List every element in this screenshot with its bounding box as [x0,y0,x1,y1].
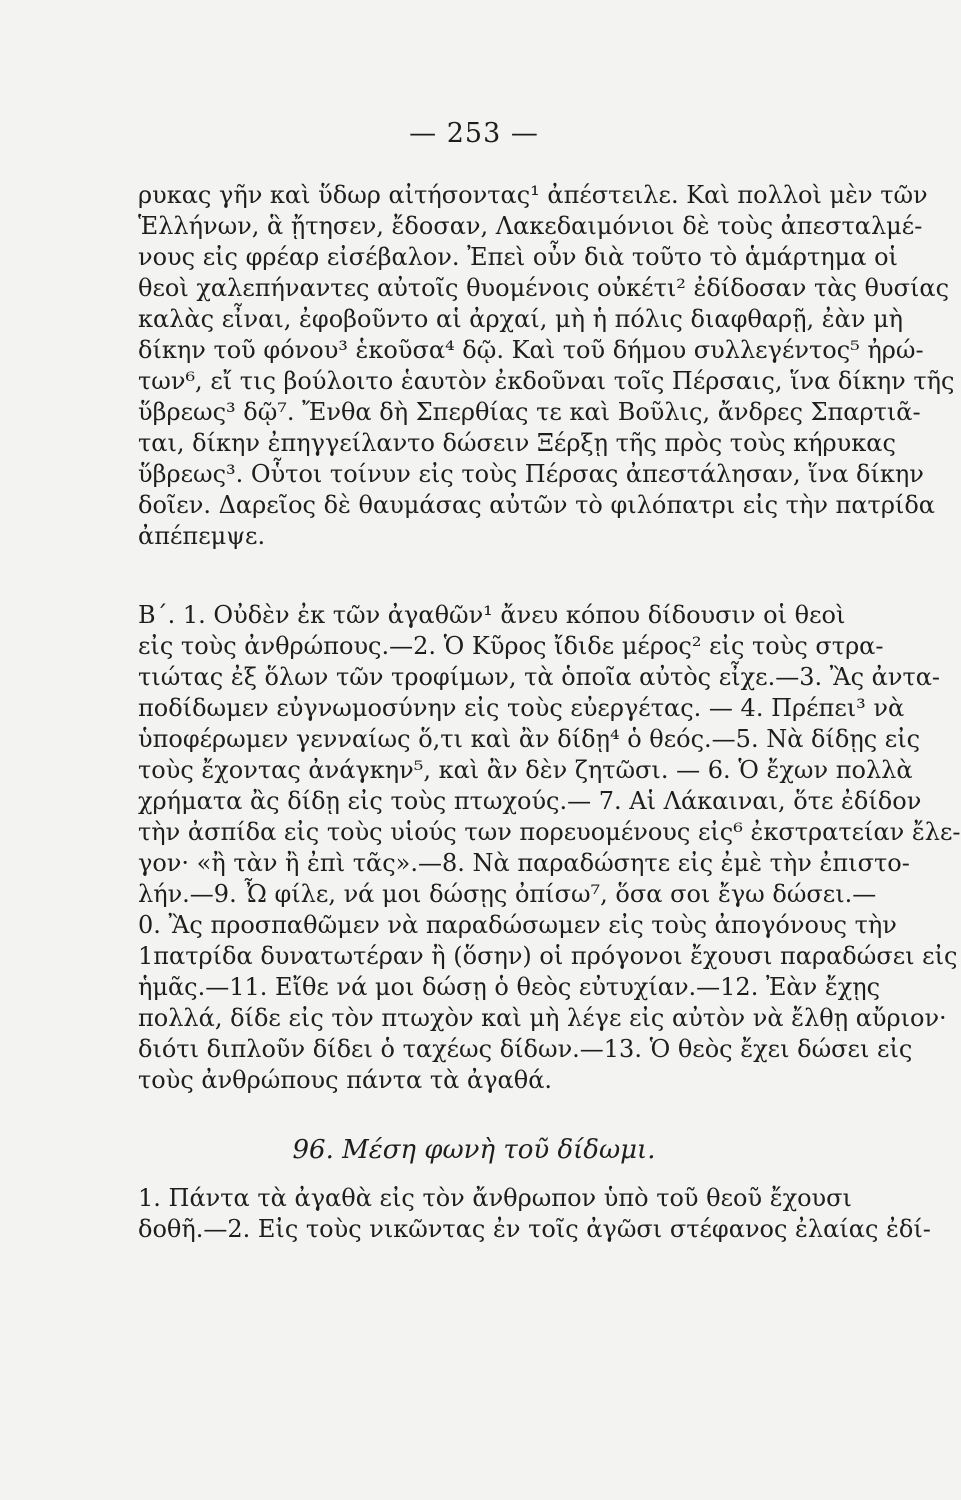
text-line: ὕβρεως³ δῷ⁷. Ἔνθα δὴ Σπερθίας τε καὶ Βοῦλις, ἄνδρες Σπαρτιᾶ- [138,398,921,426]
text-line: χρήματα ἂς δίδῃ εἰς τοὺς πτωχούς.— 7. Αἱ Λάκαιναι, ὅτε ἐδίδον [138,787,922,815]
text-line: νους εἰς φρέαρ εἰσέβαλον. Ἐπεὶ οὖν διὰ τοῦτο τὸ ἁμάρτημα οἱ [138,243,898,271]
text-line: δίκην τοῦ φόνου³ ἑκοῦσα⁴ δῷ. Καὶ τοῦ δήμου συλλεγέντος⁵ ἠρώ- [138,336,924,364]
text-line: των⁶, εἴ τις βούλοιτο ἑαυτὸν ἐκδοῦναι τοῖς Πέρσαις, ἵνα δίκην τῆς [138,367,955,395]
paragraph-narrative [138,180,955,552]
text-line: ποδίδωμεν εὐγνωμοσύνην εἰς τοὺς εὐεργέτας. — 4. Πρέπει³ νὰ [138,694,905,722]
paragraph-exercises [138,600,961,1096]
text-line: πολλά, δίδε εἰς τὸν πτωχὸν καὶ μὴ λέγε εἰς αὐτὸν νὰ ἔλθῃ αὔριον· [138,1004,947,1032]
text-line: διότι διπλοῦν δίδει ὁ ταχέως δίδων.—13. Ὁ θεὸς ἔχει δώσει εἰς [138,1035,913,1063]
paragraph-middle-voice [138,1183,931,1245]
section-heading: 96. Μέση φωνὴ τοῦ δίδωμι. [292,1135,656,1165]
text-line: ται, δίκην ἐπηγγείλαντο δώσειν Ξέρξῃ τῆς πρὸς τοὺς κήρυκας [138,429,896,457]
text-line: δοῖεν. Δαρεῖος δὲ θαυμάσας αὐτῶν τὸ φιλόπατρι εἰς τὴν πατρίδα [138,491,935,519]
text-line: 1. Πάντα τὰ ἀγαθὰ εἰς τὸν ἄνθρωπον ὑπὸ τοῦ θεοῦ ἔχουσι [138,1184,852,1212]
text-line: τοὺς ἀνθρώπους πάντα τὰ ἀγαθά. [138,1066,553,1094]
text-line: λήν.—9. Ὦ φίλε, νά μοι δώσῃς ὀπίσω⁷, ὅσα σοι ἔγω δώσει.— [138,880,877,908]
text-line: ὕβρεως³. Οὗτοι τοίνυν εἰς τοὺς Πέρσας ἀπεστάλησαν, ἵνα δίκην [138,460,924,488]
text-line: θεοὶ χαλεπήναντες αὐτοῖς θυομένοις οὐκέτι² ἐδίδοσαν τὰς θυσίας [138,274,950,302]
text-line: 1πατρίδα δυνατωτέραν ἢ (ὅσην) οἱ πρόγονοι ἔχουσι παραδώσει εἰς [138,942,958,970]
text-line: τιώτας ἐξ ὅλων τῶν τροφίμων, τὰ ὁποῖα αὐτὸς εἶχε.—3. Ἂς ἀντα- [138,663,941,691]
text-line: δοθῆ.—2. Εἰς τοὺς νικῶντας ἐν τοῖς ἀγῶσι στέφανος ἐλαίας ἐδί- [138,1215,931,1243]
text-line: 0. Ἂς προσπαθῶμεν νὰ παραδώσωμεν εἰς τοὺς ἀπογόνους τὴν [138,911,897,939]
text-line: τοὺς ἔχοντας ἀνάγκην⁵, καὶ ἂν δὲν ζητῶσι. — 6. Ὁ ἔχων πολλὰ [138,756,913,784]
text-line: Ἑλλήνων, ἃ ᾔτησεν, ἔδοσαν, Λακεδαιμόνιοι δὲ τοὺς ἀπεσταλμέ- [138,212,923,240]
text-line: καλὰς εἶναι, ἐφοβοῦντο αἱ ἀρχαί, μὴ ἡ πόλις διαφθαρῇ, ἐὰν μὴ [138,305,904,333]
text-line: ρυκας γῆν καὶ ὕδωρ αἰτήσοντας¹ ἀπέστειλε. Καὶ πολλοὶ μὲν τῶν [138,181,928,209]
text-line: γον· «ἢ τὰν ἢ ἐπὶ τᾶς».—8. Νὰ παραδώσητε εἰς ἐμὲ τὴν ἐπιστο- [138,849,910,877]
text-line: Β΄. 1. Οὐδὲν ἐκ τῶν ἀγαθῶν¹ ἄνευ κόπου δίδουσιν οἱ θεοὶ [138,601,846,629]
text-line: εἰς τοὺς ἀνθρώπους.—2. Ὁ Κῦρος ἴδιδε μέρος² εἰς τοὺς στρα- [138,632,884,660]
text-line: ὑποφέρωμεν γενναίως ὅ,τι καὶ ἂν δίδῃ⁴ ὁ θεός.—5. Νὰ δίδῃς εἰς [138,725,921,753]
text-line: τὴν ἀσπίδα εἰς τοὺς υἱούς των πορευομένους εἰς⁶ ἐκστρατείαν ἔλε- [138,818,961,846]
text-line: ἡμᾶς.—11. Εἴθε νά μοι δώσῃ ὁ θεὸς εὐτυχίαν.—12. Ἐὰν ἔχῃς [138,973,881,1001]
page-number: — 253 — [409,118,539,149]
text-line: ἀπέπεμψε. [138,522,266,550]
